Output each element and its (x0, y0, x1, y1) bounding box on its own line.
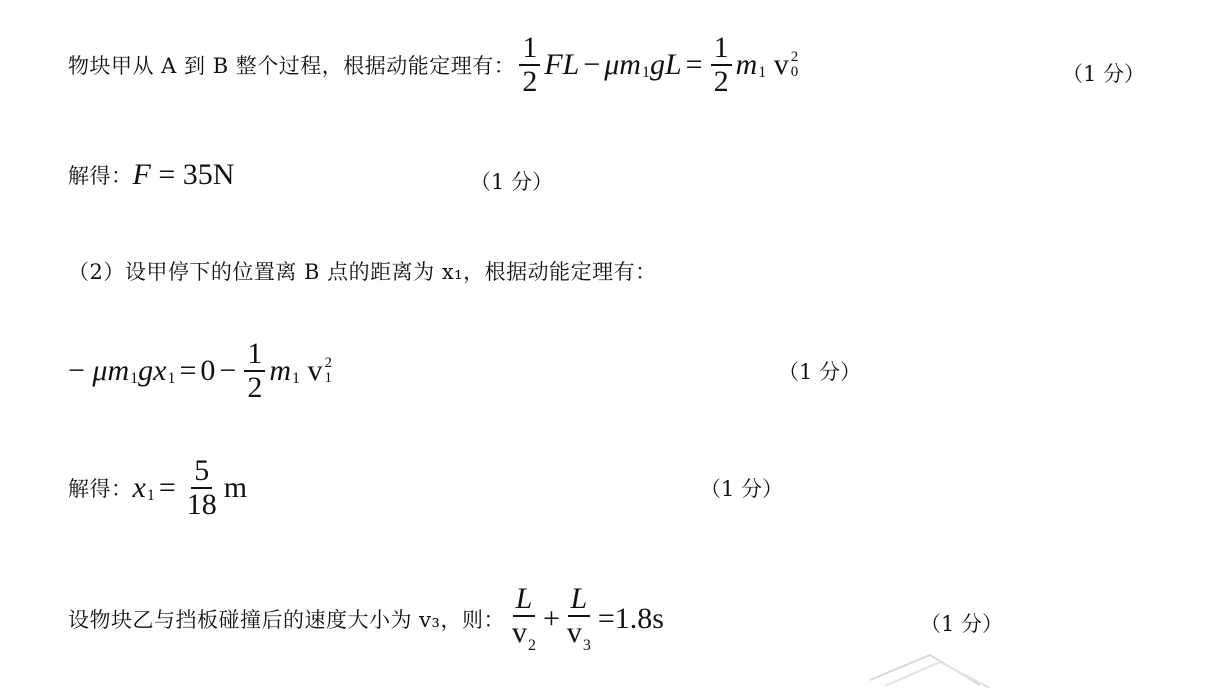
equation-line-4 (68, 338, 332, 404)
score-line-1: （1 分） (1062, 62, 1146, 86)
line1-text: 物块甲从 A 到 B 整个过程，根据动能定理有： (68, 54, 516, 78)
fraction-5-18: $\frac{5}{18}$ (186, 454, 217, 521)
equation-line-1 (68, 32, 798, 98)
line5-text: 解得： (68, 477, 133, 501)
line4-formula: − μm 1 gx 1 = 0 − $\frac{1}{2}$ m 1 v 2 1 (68, 337, 332, 404)
fraction-half: $\frac{1}{2}$ (711, 32, 732, 98)
score-line-2: （1 分） (470, 170, 554, 194)
line2-formula: F = 35N (132, 158, 235, 191)
line6-text: 设物块乙与挡板碰撞后的速度大小为 v₃，则： (68, 607, 505, 632)
line5-formula: x 1 = $\frac{5}{18}$ m (132, 454, 248, 521)
line1-formula: $\frac{1}{2}$ FL − μm 1 gL = $\frac{1}{2}$ m 1 v 2 0 (515, 32, 798, 98)
text-line-3 (68, 256, 657, 286)
equation-line-2 (68, 158, 234, 192)
equation-line-6 (68, 583, 664, 654)
fraction-half: $\frac{1}{2}$ (244, 338, 265, 404)
fraction-L-v2: $\frac{L}{v_2}$ (511, 582, 536, 654)
line2-text: 解得： (68, 164, 133, 188)
line6-rhs: =1.8s (597, 601, 664, 635)
equation-line-5 (68, 455, 247, 521)
score-line-6: （1 分） (920, 612, 1004, 636)
line6-formula: $\frac{L}{v_2}$ + $\frac{L}{v_3}$ =1.8s (505, 583, 664, 654)
fraction-L-v3: $\frac{L}{v_3}$ (566, 582, 591, 654)
fraction-half: $\frac{1}{2}$ (519, 32, 540, 98)
score-line-4: （1 分） (778, 360, 862, 384)
watermark-mark (860, 630, 1000, 690)
line3-text: （2）设甲停下的位置离 B 点的距离为 x₁，根据动能定理有： (68, 260, 657, 284)
score-line-5: （1 分） (700, 477, 784, 501)
